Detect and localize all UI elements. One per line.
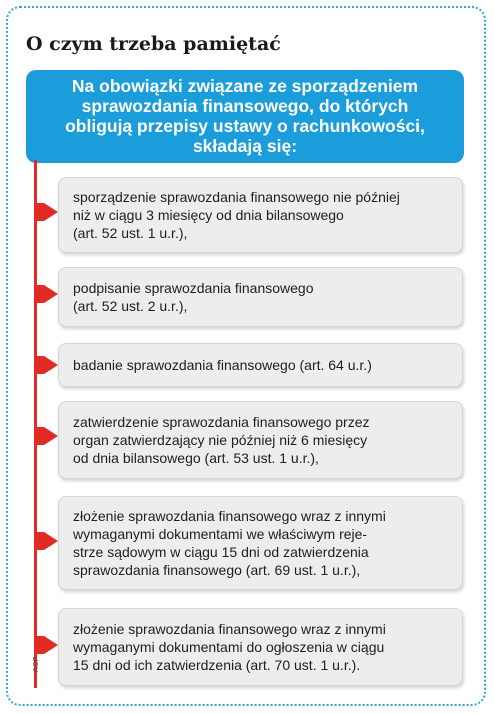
header-line: sprawozdania finansowego, do których [81, 96, 409, 116]
item-line: sprawozdania finansowego (art. 69 ust. 1 u.r.), [73, 562, 361, 578]
header-box [26, 70, 464, 163]
list-item [58, 177, 463, 253]
item-line: (art. 52 ust. 2 u.r.), [73, 298, 188, 314]
header-line: składają się: [192, 136, 298, 156]
list-item [58, 496, 463, 590]
item-line: badanie sprawozdania finansowego (art. 64 u.r.) [73, 357, 372, 373]
timeline-line [34, 160, 37, 688]
list-item [58, 608, 463, 686]
item-line: złożenie sprawozdania finansowego wraz z innymi [73, 621, 386, 637]
list-item [58, 343, 463, 387]
item-line: strze sądowym w ciągu 15 dni od zatwierdzenia [73, 544, 369, 560]
credit-text: ACP [33, 656, 40, 672]
item-line: zatwierdzenie sprawozdania finansowego przez [73, 414, 370, 430]
item-line: podpisanie sprawozdania finansowego [73, 280, 314, 296]
item-line: niż w ciągu 3 miesięcy od dnia bilansowego [73, 207, 344, 223]
arrow-icon [36, 427, 58, 445]
item-line: organ zatwierdzający nie później niż 6 miesięcy [73, 432, 368, 448]
list-item [58, 267, 463, 327]
arrow-icon [36, 285, 58, 303]
item-line: sporządzenie sprawozdania finansowego nie później [73, 189, 400, 205]
header-line: obligują przepisy ustawy o rachunkowości, [65, 116, 425, 136]
item-line: (art. 52 ust. 1 u.r.), [73, 225, 188, 241]
item-line: 15 dni od ich zatwierdzenia (art. 70 ust. 1 u.r.). [73, 657, 361, 673]
page-title: O czym trzeba pamiętać [26, 33, 281, 55]
arrow-icon [36, 532, 58, 550]
item-line: wymaganymi dokumentami do ogłoszenia w ciągu [73, 639, 385, 655]
header-line: Na obowiązki związane ze sporządzeniem [71, 76, 419, 96]
item-line: od dnia bilansowego (art. 53 ust. 1 u.r.), [73, 450, 319, 466]
arrow-icon [36, 636, 58, 654]
item-line: złożenie sprawozdania finansowego wraz z innymi [73, 508, 386, 524]
list-item [58, 401, 463, 479]
item-line: wymaganymi dokumentami we właściwym reje- [73, 526, 368, 542]
arrow-icon [36, 356, 58, 374]
arrow-icon [36, 203, 58, 221]
